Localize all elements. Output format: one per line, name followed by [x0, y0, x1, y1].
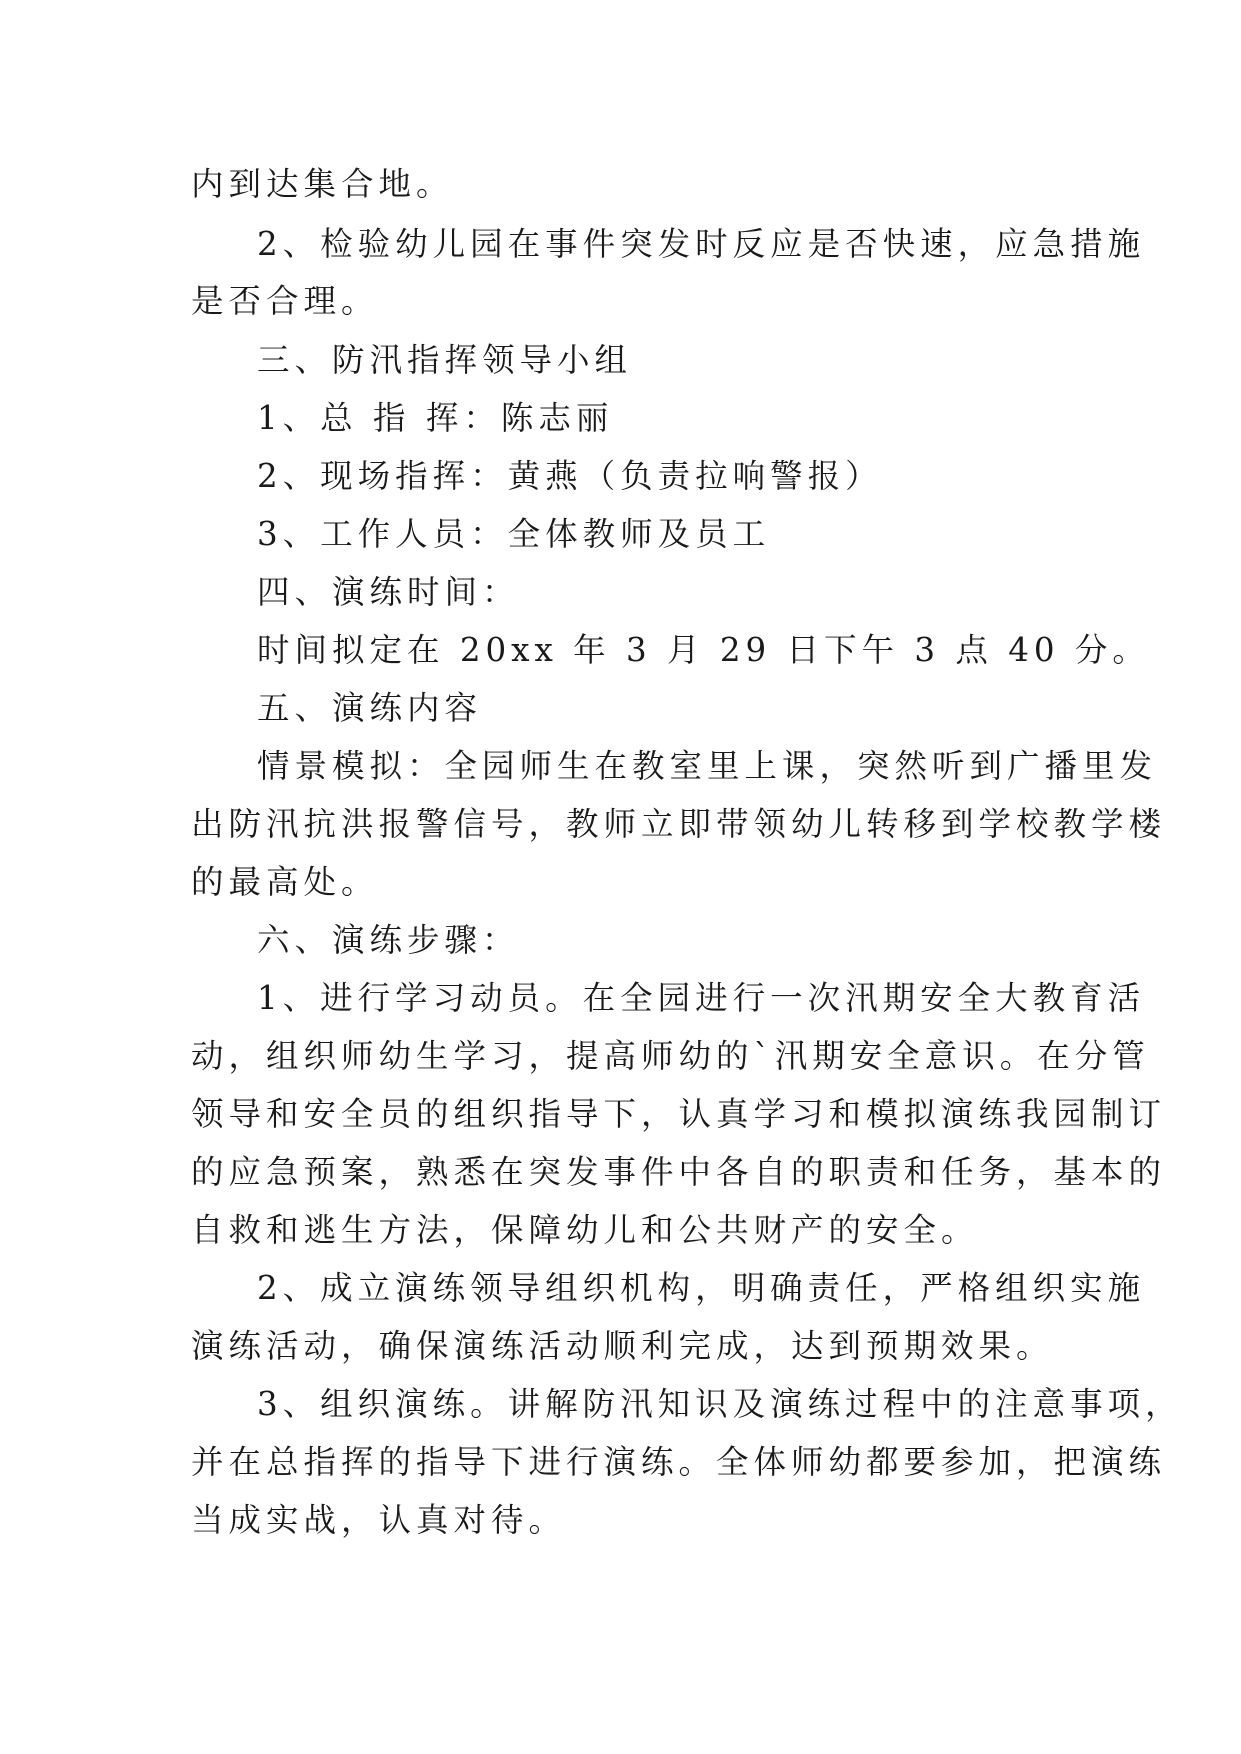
text-line: 自救和逃生方法，保障幼儿和公共财产的安全。 — [191, 1211, 979, 1249]
text-line: 是否合理。 — [191, 282, 379, 320]
section-heading: 五、演练内容 — [257, 689, 483, 727]
text-line: 的最高处。 — [191, 863, 379, 901]
text-line: 2、检验幼儿园在事件突发时反应是否快速，应急措施 — [257, 225, 1146, 263]
text-line: 2、现场指挥：黄燕（负责拉响警报） — [257, 457, 883, 495]
text-line: 时间拟定在 20xx 年 3 月 29 日下午 3 点 40 分。 — [257, 631, 1150, 669]
text-line: 并在总指挥的指导下进行演练。全体师幼都要参加，把演练 — [191, 1443, 1167, 1481]
text-line: 1、总 指 挥：陈志丽 — [257, 399, 614, 437]
text-line: 当成实战，认真对待。 — [191, 1501, 567, 1539]
text-line: 2、成立演练领导组织机构，明确责任，严格组织实施 — [257, 1269, 1146, 1307]
section-heading: 三、防汛指挥领导小组 — [257, 341, 633, 379]
text-line: 3、组织演练。讲解防汛知识及演练过程中的注意事项， — [257, 1385, 1183, 1423]
text-line: 出防汛抗洪报警信号，教师立即带领幼儿转移到学校教学楼 — [191, 805, 1167, 843]
text-line: 演练活动，确保演练活动顺利完成，达到预期效果。 — [191, 1327, 1054, 1365]
text-line: 情景模拟：全园师生在教室里上课，突然听到广播里发 — [257, 747, 1158, 785]
text-line: 动，组织师幼生学习，提高师幼的`汛期安全意识。在分管 — [191, 1037, 1150, 1075]
section-heading: 四、演练时间： — [257, 573, 520, 611]
text-line: 内到达集合地。 — [191, 165, 454, 203]
section-heading: 六、演练步骤： — [257, 921, 520, 959]
text-line: 领导和安全员的组织指导下，认真学习和模拟演练我园制订 — [191, 1095, 1167, 1133]
text-line: 1、进行学习动员。在全园进行一次汛期安全大教育活 — [257, 979, 1146, 1017]
text-line: 的应急预案，熟悉在突发事件中各自的职责和任务，基本的 — [191, 1153, 1167, 1191]
text-line: 3、工作人员：全体教师及员工 — [257, 515, 771, 553]
